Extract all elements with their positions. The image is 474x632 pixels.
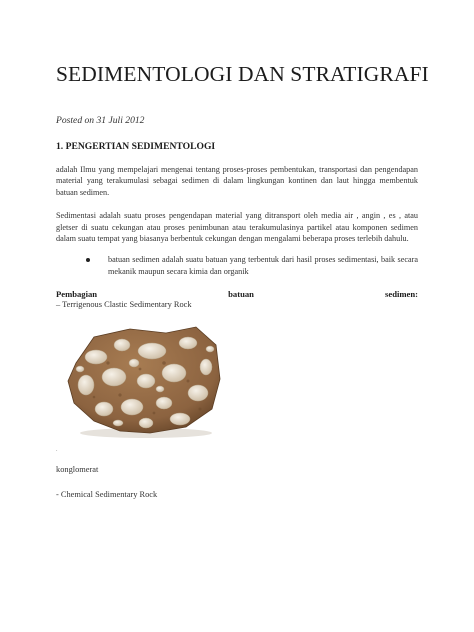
division-heading <box>56 289 418 299</box>
subtype-chemical: - Chemical Sedimentary Rock <box>56 490 158 500</box>
bullet-icon <box>86 258 90 262</box>
division-word-1: Pembagian <box>56 289 98 300</box>
paragraph-sedimentation: Sedimentasi adalah suatu proses pengendapan material yang ditransport oleh media air , angin , es , atau gletser di suatu cekungan atau proses penimbunan atau terakumulasinya partikel atau komponen sedimen dalam suatu tempat yang biasanya berbentuk cekungan dengan mengalami beberapa proses terlebih dahulu. <box>56 211 418 244</box>
section-heading: 1. PENGERTIAN SEDIMENTOLOGI <box>56 141 216 152</box>
bullet-text: batuan sedimen adalah suatu batuan yang terbentuk dari hasil proses sedimentasi, baik secara mekanik maupun secara kimia dan organik <box>108 255 418 276</box>
division-word-3: sedimen: <box>385 289 418 300</box>
bullet-list <box>56 254 418 277</box>
subtype-terrigenous: – Terrigenous Clastic Sedimentary Rock <box>56 300 192 310</box>
posted-date: Posted on 31 Juli 2012 <box>56 115 145 126</box>
conglomerate-rock-icon <box>60 323 226 439</box>
conglomerate-rock-image <box>60 323 226 439</box>
division-word-2: batuan <box>228 289 254 300</box>
image-caption: konglomerat <box>56 465 99 475</box>
paragraph-definition: adalah Ilmu yang mempelajari mengenai tentang proses-proses pembentukan, transportasi dan pengendapan material yang terakumulasi sebagai sedimen di dalam lingkungan kontinen dan laut hingga membentuk batuan sedimen. <box>56 165 418 197</box>
small-mark: . <box>56 447 58 454</box>
list-item <box>80 254 418 277</box>
document-title: SEDIMENTOLOGI DAN STRATIGRAFI <box>56 62 429 86</box>
